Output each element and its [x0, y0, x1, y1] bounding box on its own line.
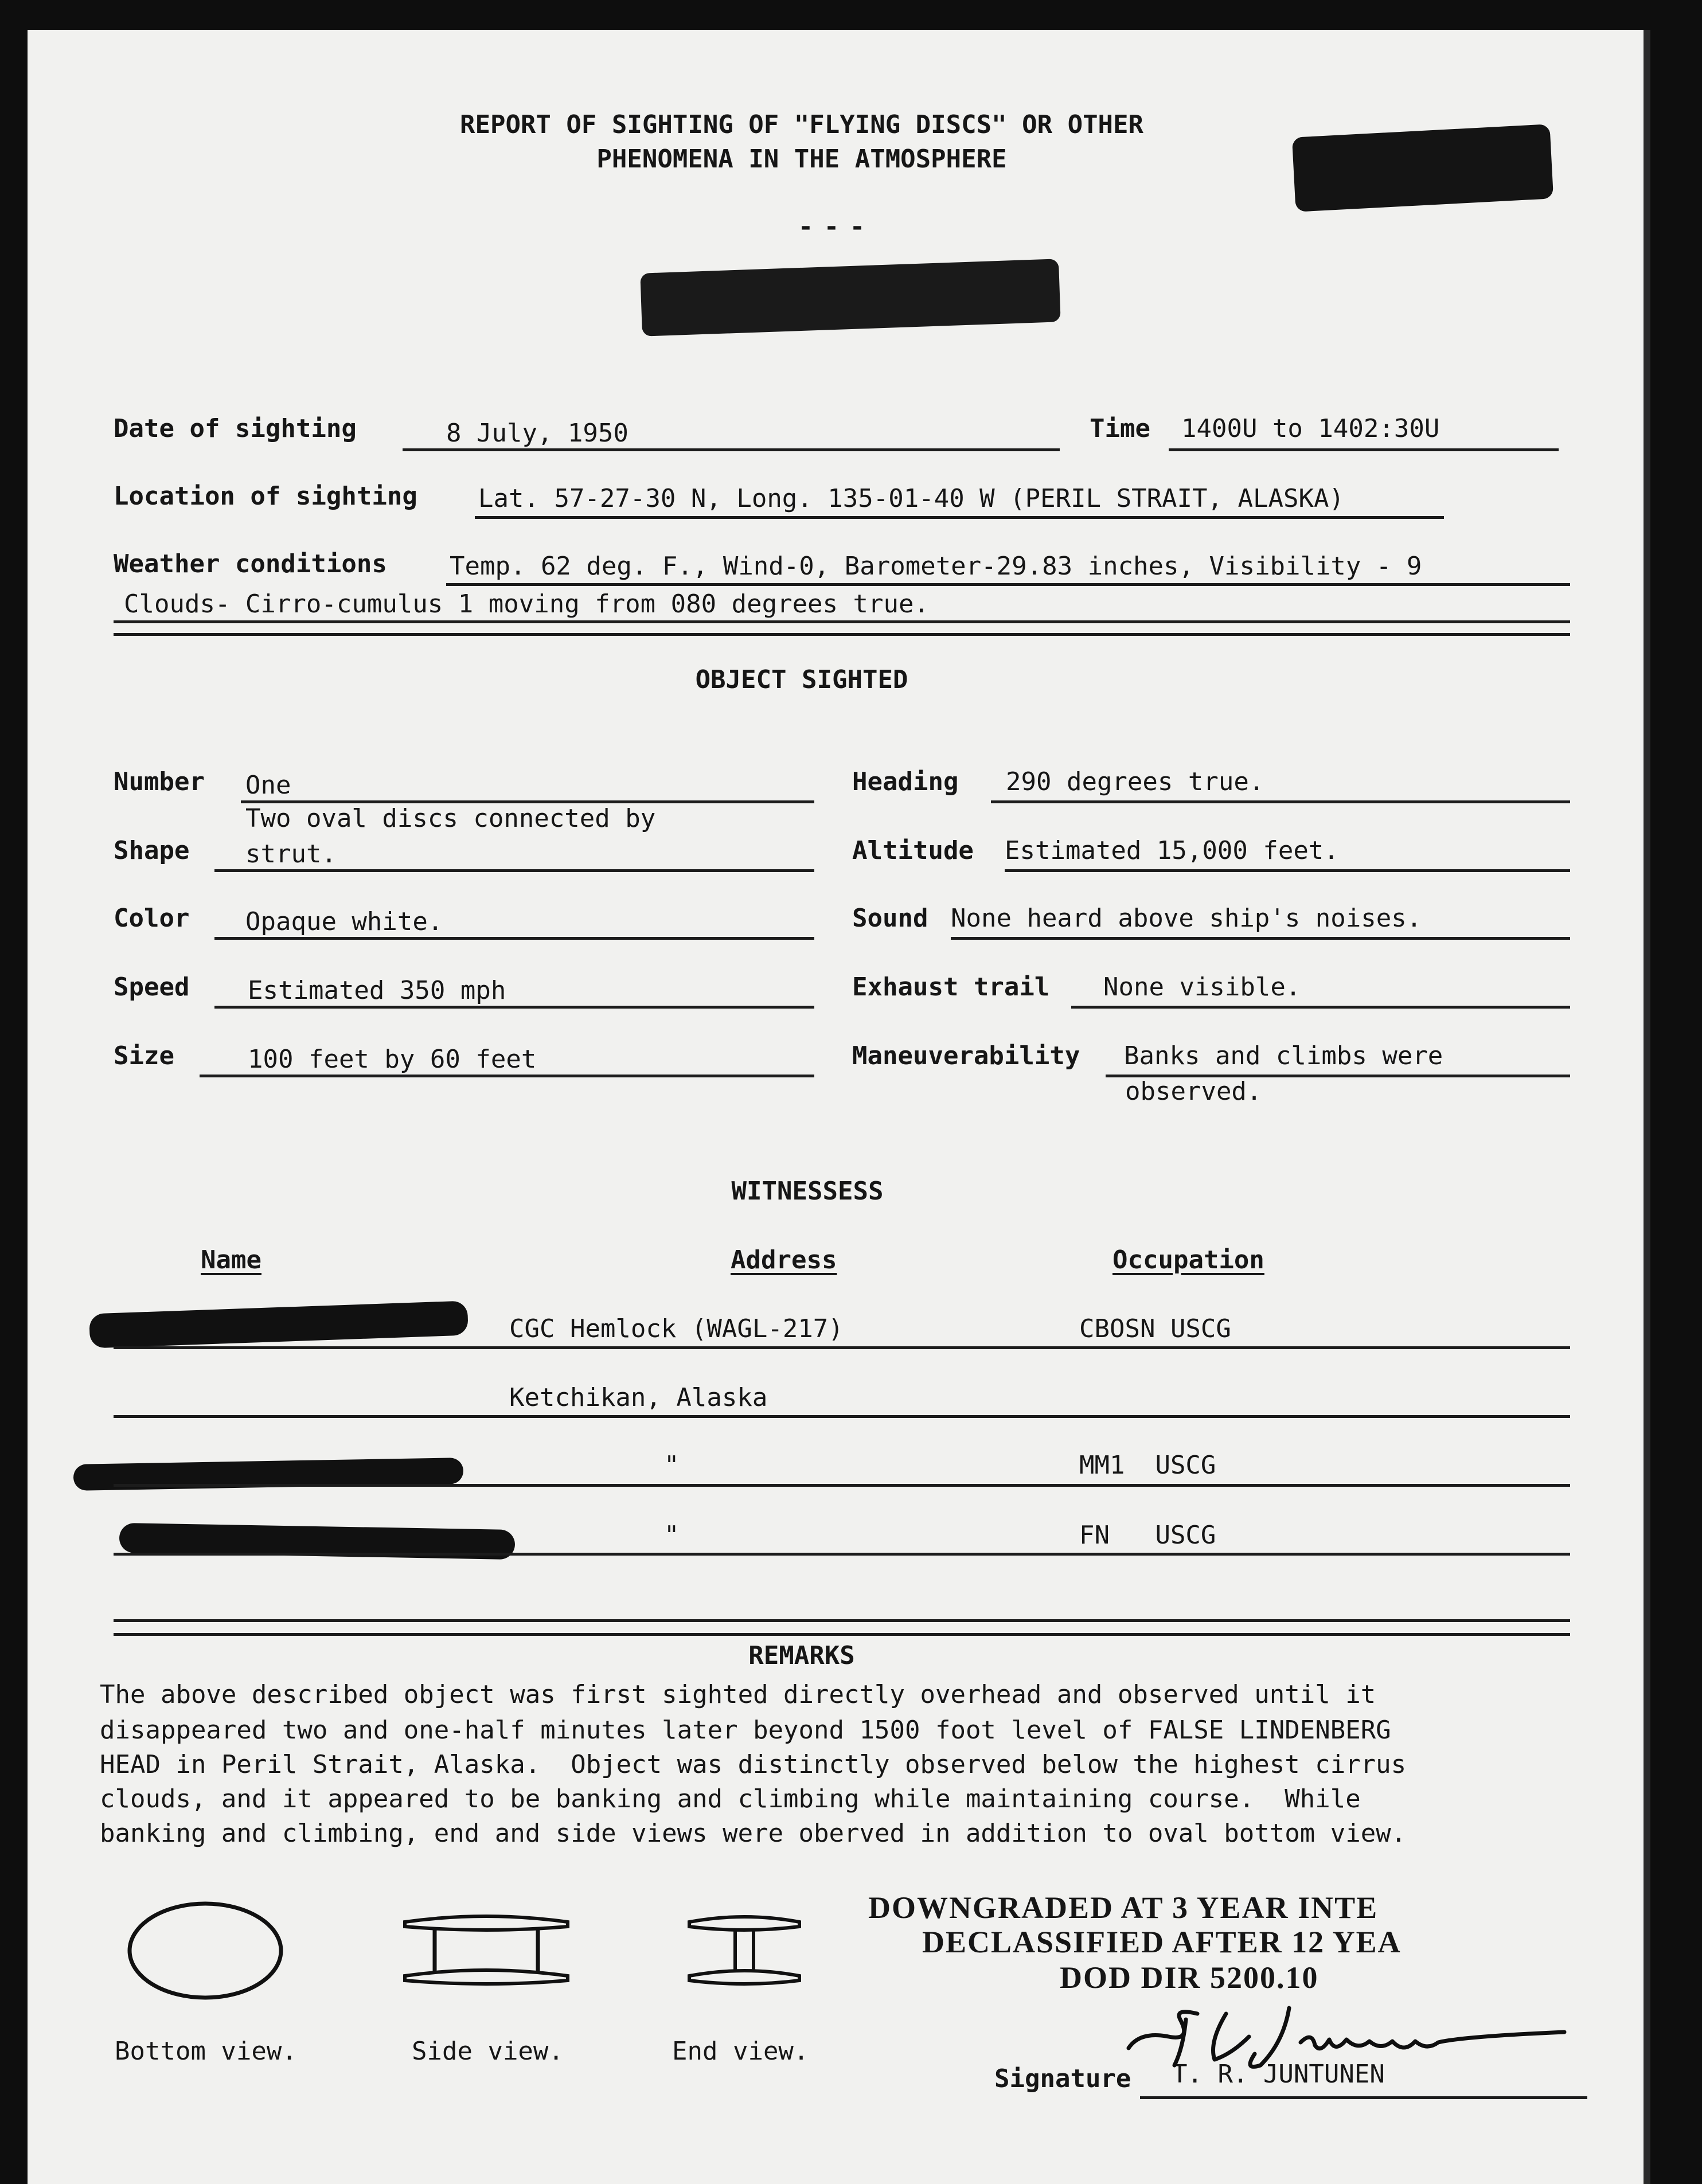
declassified-stamp-line: DECLASSIFIED AFTER 12 YEA: [922, 1925, 1402, 1959]
report-title-line1: REPORT OF SIGHTING OF "FLYING DISCS" OR OTHER: [459, 110, 1144, 139]
witness-4-address: ": [664, 1521, 680, 1550]
maneuverability-value-line1: Banks and climbs were: [1124, 1041, 1443, 1070]
altitude-underline: [1005, 869, 1570, 872]
witness-row-4-rule: [114, 1553, 1570, 1556]
sound-label: Sound: [852, 904, 928, 933]
shape-value-line2: strut.: [245, 839, 337, 869]
report-page: [28, 30, 1645, 2184]
number-underline: [241, 800, 814, 803]
speed-value: Estimated 350 mph: [248, 976, 506, 1005]
altitude-label: Altitude: [852, 836, 974, 865]
shape-underline: [214, 869, 814, 872]
witness-2-address: Ketchikan, Alaska: [509, 1383, 768, 1412]
time-underline: [1169, 448, 1559, 451]
number-label: Number: [114, 767, 205, 796]
witness-1-occupation: CBOSN USCG: [1079, 1314, 1231, 1343]
size-value: 100 feet by 60 feet: [248, 1045, 537, 1074]
signature-label: Signature: [994, 2064, 1131, 2093]
exhaust-underline: [1071, 1006, 1570, 1009]
witness-1-address: CGC Hemlock (WAGL-217): [509, 1314, 844, 1343]
end-view-diagram: [681, 1908, 807, 1994]
witness-3-occupation: MM1 USCG: [1079, 1451, 1216, 1480]
location-label: Location of sighting: [114, 482, 417, 511]
redacted-classification-stamp: [1292, 124, 1553, 212]
page-edge: [1644, 30, 1650, 2184]
heading-value: 290 degrees true.: [1006, 767, 1264, 796]
report-title-line2: PHENOMENA IN THE ATMOSPHERE: [596, 144, 1007, 174]
object-sighted-heading: OBJECT SIGHTED: [695, 665, 908, 694]
signature-typed-name: T. R. JUNTUNEN: [1172, 2060, 1385, 2089]
time-value: 1400U to 1402:30U: [1181, 414, 1440, 443]
bottom-view-label: Bottom view.: [115, 2037, 297, 2066]
exhaust-label: Exhaust trail: [852, 972, 1050, 1002]
handwritten-signature: [1117, 1997, 1587, 2077]
remarks-line-1: The above described object was first sighted directly overhead and observed until it: [100, 1680, 1376, 1709]
weather-value-line2: Clouds- Cirro-cumulus 1 moving from 080 degrees true.: [124, 589, 929, 619]
witnesses-heading: WITNESSESS: [731, 1177, 884, 1206]
bottom-view-diagram: [119, 1893, 291, 2008]
dod-directive-stamp-line: DOD DIR 5200.10: [1060, 1960, 1319, 1995]
remarks-line-4: clouds, and it appeared to be banking and climbing while maintaining course. While: [100, 1784, 1361, 1814]
witness-4-occupation: FN USCG: [1079, 1521, 1216, 1550]
speed-underline: [214, 1006, 814, 1009]
side-view-diagram: [395, 1908, 578, 1994]
maneuverability-label: Maneuverability: [852, 1041, 1080, 1070]
side-view-label: Side view.: [412, 2037, 564, 2066]
altitude-value: Estimated 15,000 feet.: [1005, 836, 1339, 865]
size-label: Size: [114, 1041, 174, 1070]
speed-label: Speed: [114, 972, 190, 1002]
color-label: Color: [114, 904, 190, 933]
location-underline: [475, 516, 1444, 519]
date-label: Date of sighting: [114, 414, 357, 443]
signature-underline: [1140, 2096, 1587, 2099]
remarks-rule-2: [114, 1633, 1570, 1636]
title-separator: - - -: [798, 212, 863, 241]
shape-value-line1: Two oval discs connected by: [245, 804, 656, 833]
witness-row-2-rule: [114, 1415, 1570, 1418]
remarks-line-2: disappeared two and one-half minutes later beyond 1500 foot level of FALSE LINDENBERG: [100, 1716, 1391, 1745]
sound-underline: [951, 937, 1570, 940]
witness-3-address: ": [664, 1451, 680, 1480]
witness-row-3-rule: [114, 1484, 1570, 1487]
color-value: Opaque white.: [245, 907, 443, 936]
weather-value-line1: Temp. 62 deg. F., Wind-0, Barometer-29.83 inches, Visibility - 9: [450, 552, 1422, 581]
weather-label: Weather conditions: [114, 549, 387, 579]
sound-value: None heard above ship's noises.: [951, 904, 1422, 933]
time-label: Time: [1090, 414, 1150, 443]
weather-underline-2: [114, 620, 1570, 623]
location-value: Lat. 57-27-30 N, Long. 135-01-40 W (PERIL STRAIT, ALASKA): [478, 484, 1344, 513]
remarks-line-5: banking and climbing, end and side views were oberved in addition to oval bottom view.: [100, 1819, 1407, 1848]
heading-underline: [991, 800, 1570, 803]
exhaust-value: None visible.: [1103, 972, 1301, 1002]
size-underline: [200, 1075, 814, 1077]
redacted-witness-name-1: [89, 1301, 469, 1349]
witness-row-1-rule: [114, 1346, 1570, 1349]
date-value: 8 July, 1950: [446, 419, 629, 448]
end-view-label: End view.: [672, 2037, 809, 2066]
witness-col-name: Name: [201, 1245, 261, 1275]
shape-label: Shape: [114, 836, 190, 865]
number-value: One: [245, 771, 291, 800]
witness-col-occupation: Occupation: [1112, 1245, 1264, 1275]
remarks-heading: REMARKS: [748, 1641, 855, 1670]
color-underline: [214, 937, 814, 940]
weather-underline-1: [446, 583, 1570, 586]
downgraded-stamp-line: DOWNGRADED AT 3 YEAR INTE: [868, 1890, 1379, 1925]
date-underline: [403, 448, 1060, 451]
heading-label: Heading: [852, 767, 959, 796]
weather-underline-3: [114, 633, 1570, 636]
redacted-classification-mark: [640, 259, 1060, 336]
remarks-rule-1: [114, 1619, 1570, 1622]
maneuverability-value-line2: observed.: [1125, 1077, 1262, 1106]
remarks-line-3: HEAD in Peril Strait, Alaska. Object was distinctly observed below the highest cirrus: [100, 1750, 1407, 1779]
witness-col-address: Address: [731, 1245, 837, 1275]
